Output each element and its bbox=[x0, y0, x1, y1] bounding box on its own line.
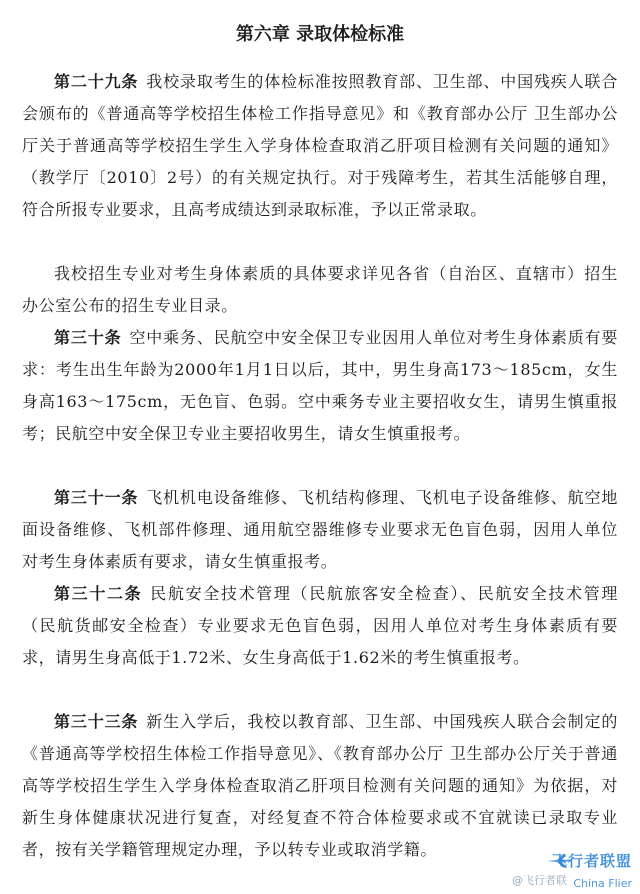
article-number: 第三十二条 bbox=[54, 584, 143, 603]
watermark bbox=[512, 850, 632, 890]
article-number: 第二十九条 bbox=[54, 72, 139, 91]
article-29-continued bbox=[22, 258, 618, 322]
chapter-title: 第六章 录取体检标准 bbox=[235, 24, 405, 45]
article-31 bbox=[22, 482, 618, 578]
article-32 bbox=[22, 578, 618, 674]
article-30 bbox=[22, 322, 618, 450]
article-text: 新生入学后，我校以教育部、卫生部、中国残疾人联合会制定的《普通高等学校招生体检工作指导意见》、《教育部办公厅 卫生部办公厅关于普通高等学校招生学生入学身体检查取消乙肝项目检测有关问题的通知》为依据，对新生身体健康状况进行复查，对经复查不符合体检要求或不宜就读已录取专业者，按有关学籍管理规定办理，予以转专业或取消学籍。 bbox=[22, 712, 618, 859]
watermark-subtitle: China Flier bbox=[573, 877, 632, 890]
article-number: 第三十一条 bbox=[54, 488, 139, 507]
article-text: 我校录取考生的体检标准按照教育部、卫生部、中国残疾人联合会颁布的《普通高等学校招生体检工作指导意见》和《教育部办公厅 卫生部办公厅关于普通高等学校招生学生入学身体检查取消乙肝项目检测有关问题的通知》（教学厅〔2010〕2号）的有关规定执行。对于残障考生，若其生活能够自理，符合所报专业要求，且高考成绩达到录取标准，予以正常录取。 bbox=[22, 72, 618, 219]
article-number: 第三十三条 bbox=[54, 712, 139, 731]
article-text: 空中乘务、民航空中安全保卫专业因用人单位对考生身体素质有要求：考生出生年龄为2000年1月1日以后，其中，男生身高173～185cm，女生身高163～175cm，无色盲、色弱。空中乘务专业主要招收女生，请男生慎重报考；民航空中安全保卫专业主要招收男生，请女生慎重报考。 bbox=[22, 328, 619, 443]
watermark-logo: 飞行者联盟 bbox=[551, 852, 632, 870]
article-text: 飞机机电设备维修、飞机结构修理、飞机电子设备维修、航空地面设备维修、飞机部件修理、通用航空器维修专业要求无色盲色弱，因用人单位对考生身体素质有要求，请女生慎重报考。 bbox=[22, 488, 618, 571]
article-text: 我校招生专业对考生身体素质的具体要求详见各省（自治区、直辖市）招生办公室公布的招生专业目录。 bbox=[22, 264, 618, 315]
article-number: 第三十条 bbox=[54, 328, 122, 347]
article-33 bbox=[22, 706, 618, 866]
article-text: 民航安全技术管理（民航旅客安全检查）、民航安全技术管理（民航货邮安全检查）专业要求无色盲色弱，因用人单位对考生身体素质有要求，请男生身高低于1.72米、女生身高低于1.62米的考生慎重报考。 bbox=[22, 584, 618, 667]
article-29 bbox=[22, 66, 618, 226]
watermark-user: @飞行者联 bbox=[512, 874, 567, 887]
